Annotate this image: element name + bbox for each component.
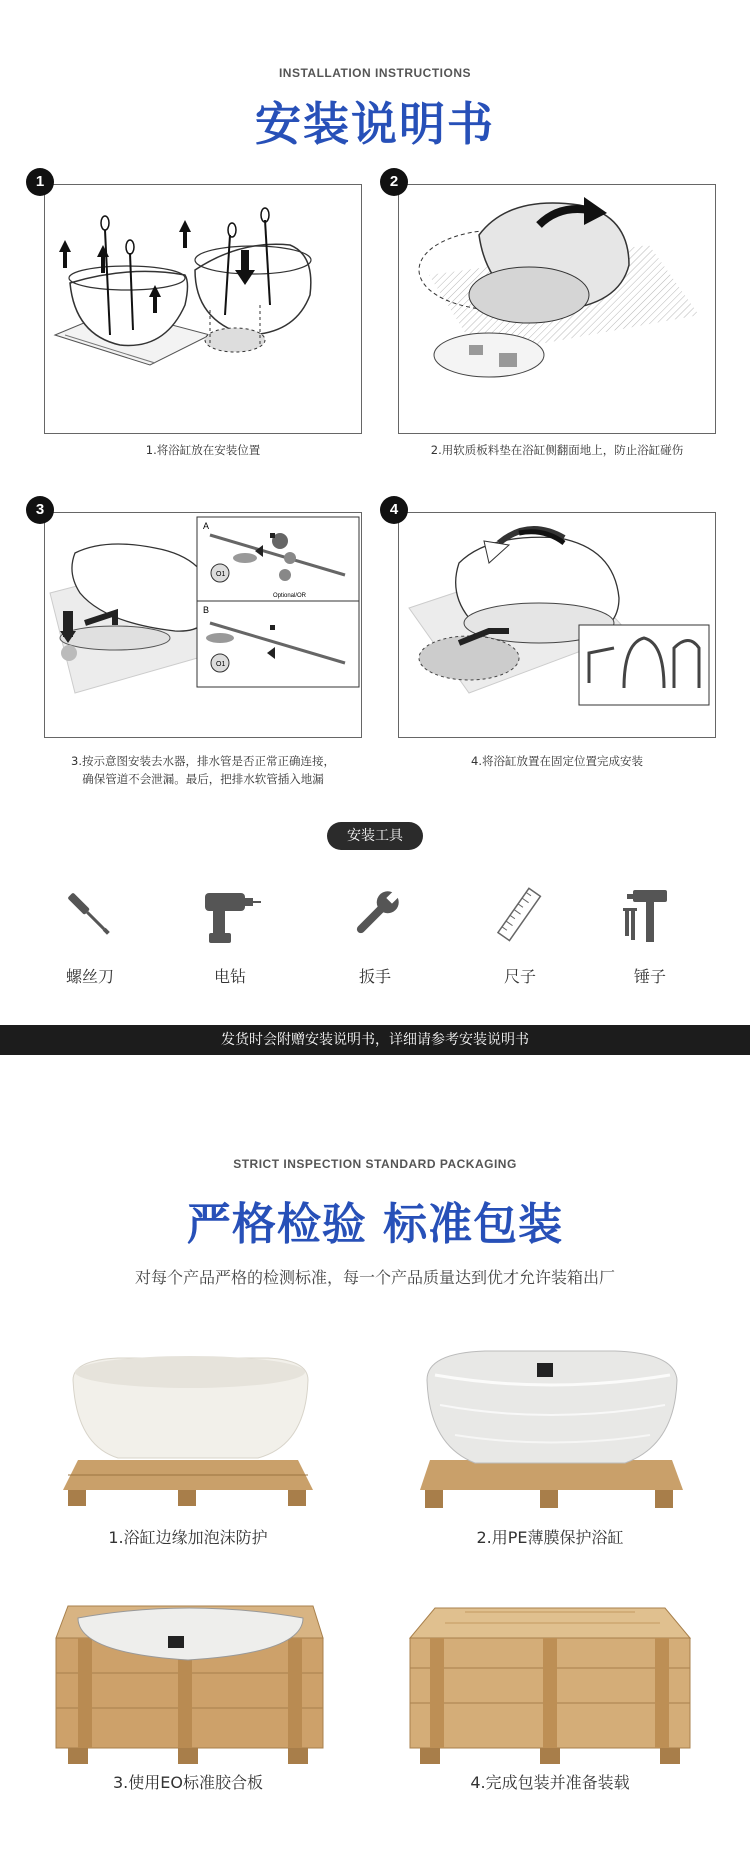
install-subtitle: INSTALLATION INSTRUCTIONS bbox=[278, 66, 472, 80]
step-1-badge: 1 bbox=[26, 168, 54, 196]
inset-label-a: A bbox=[203, 521, 210, 531]
tools-header: 安装工具 bbox=[327, 822, 423, 850]
step-3-caption-line1: 3.按示意图安装去水器，排水管是否正常正确连接， bbox=[71, 754, 335, 768]
tool-label-ruler: 尺子 bbox=[503, 967, 536, 986]
packaging-subtitle: STRICT INSPECTION STANDARD PACKAGING bbox=[233, 1157, 517, 1171]
step-1-diagram bbox=[44, 184, 362, 434]
hammer-icon bbox=[619, 884, 681, 946]
packaging-title: 严格检验 标准包装 bbox=[186, 1199, 564, 1250]
install-title: 安装说明书 bbox=[255, 97, 495, 151]
wrench-icon bbox=[345, 885, 405, 945]
tool-screwdriver bbox=[30, 880, 150, 987]
tool-wrench bbox=[315, 880, 435, 987]
step-3-diagram bbox=[44, 512, 362, 738]
screwdriver-icon bbox=[60, 885, 120, 945]
tool-label-wrench: 扳手 bbox=[358, 967, 391, 986]
photo-eo-plywood bbox=[48, 1598, 328, 1768]
photo-ready-to-load bbox=[405, 1598, 695, 1768]
tool-label-screwdriver: 螺丝刀 bbox=[65, 967, 114, 986]
inset-label-opt: Optional/OR bbox=[273, 593, 307, 599]
tool-label-drill: 电钻 bbox=[213, 967, 246, 986]
manual-notice-banner: 发货时会附赠安装说明书，详细请参考安装说明书 bbox=[0, 1025, 750, 1055]
tool-ruler bbox=[460, 880, 580, 987]
photo-foam-protection bbox=[58, 1350, 320, 1512]
inset-label-o1b: O1 bbox=[216, 661, 226, 668]
step-4-caption: 4.将浴缸放置在固定位置完成安装 bbox=[471, 754, 643, 768]
step-3-caption-line2: 确保管道不会泄漏。最后，把排水软管插入地漏 bbox=[82, 772, 324, 786]
step-4-badge: 4 bbox=[380, 496, 408, 524]
drill-icon bbox=[199, 885, 261, 945]
photo-2-caption: 2.用PE薄膜保护浴缸 bbox=[476, 1528, 624, 1547]
step-4-diagram bbox=[398, 512, 716, 738]
tool-hammer bbox=[590, 880, 710, 987]
step-2-caption: 2.用软质板料垫在浴缸侧翻面地上，防止浴缸碰伤 bbox=[430, 443, 684, 457]
packaging-description: 对每个产品严格的检测标准，每一个产品质量达到优才允许装箱出厂 bbox=[134, 1268, 615, 1287]
step-1-caption: 1.将浴缸放在安装位置 bbox=[145, 443, 261, 457]
inset-label-b: B bbox=[203, 605, 210, 615]
photo-pe-film bbox=[415, 1345, 687, 1512]
step-2-badge: 2 bbox=[380, 168, 408, 196]
inset-label-o1a: O1 bbox=[216, 571, 226, 578]
photo-1-caption: 1.浴缸边缘加泡沫防护 bbox=[108, 1528, 268, 1547]
step-3-caption bbox=[44, 752, 362, 788]
photo-3-caption: 3.使用EO标准胶合板 bbox=[113, 1773, 263, 1792]
tool-label-hammer: 锤子 bbox=[633, 967, 666, 986]
photo-4-caption: 4.完成包装并准备装载 bbox=[470, 1773, 630, 1792]
step-2-diagram bbox=[398, 184, 716, 434]
tool-drill bbox=[170, 880, 290, 987]
step-3-badge: 3 bbox=[26, 496, 54, 524]
ruler-icon bbox=[490, 885, 550, 945]
